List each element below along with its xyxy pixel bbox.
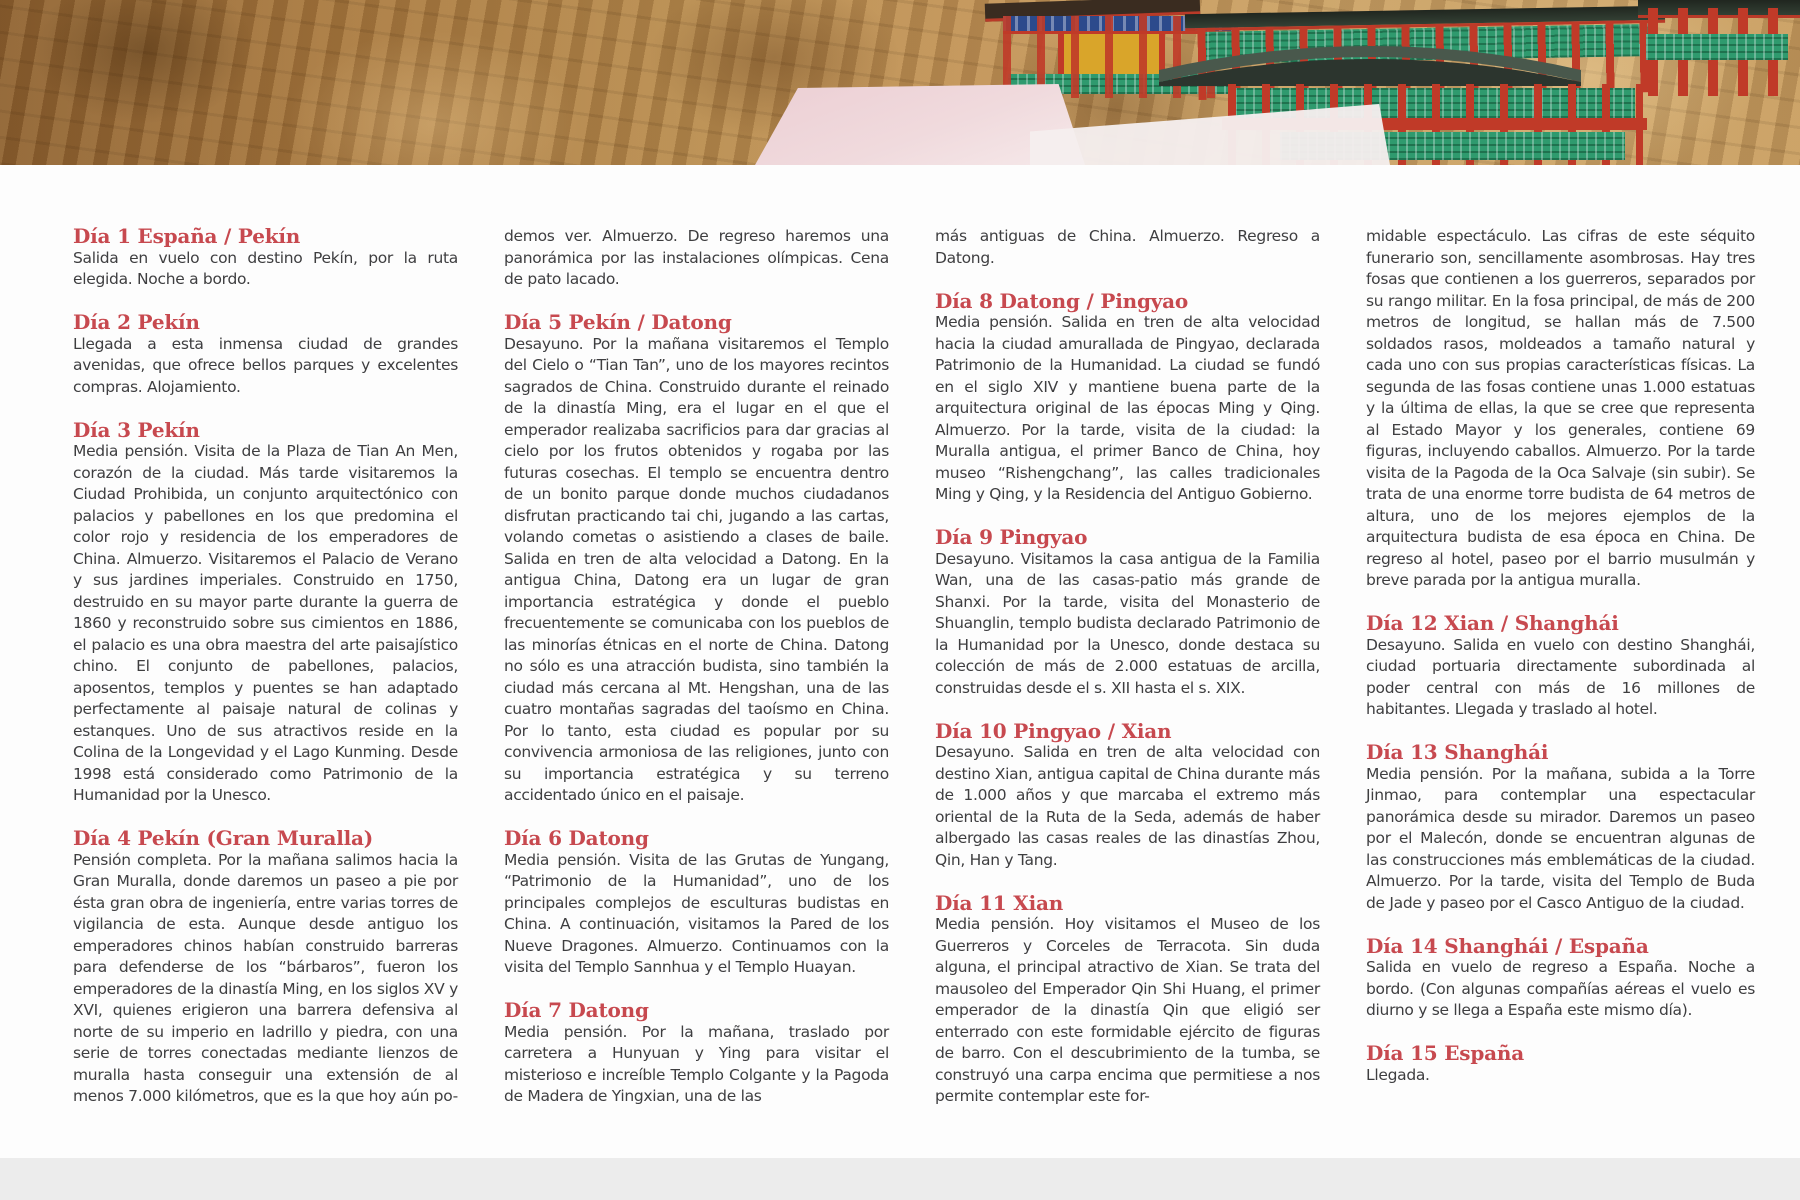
day-7-body: Media pensión. Por la mañana, traslado por carretera a Hunyuan y Ying para visitar el misterioso e increíble Templo Colgante y la Pagoda de Madera de Yingxian, una de las [504,1022,889,1105]
day-4-section [73,828,458,1108]
day-8-section [935,288,1320,506]
day-12-body: Desayuno. Salida en vuelo con destino Shanghái, ciudad portuaria directamente subordinada al poder central con más de 16 millones de habitantes. Llegada y traslado al hotel. [1366,635,1755,718]
day-7-section [504,1000,889,1108]
day-2-heading: Día 2 Pekín [73,310,200,334]
day-10-heading: Día 10 Pingyao / Xian [935,718,1172,743]
day-9-body: Desayuno. Visitamos la casa antigua de la Familia Wan, una de las casas-patio más grande de Shanxi. Por la tarde, visita del Monasterio de Shuanglin, templo budista declarado Patrimonio de la Humanidad por la Unesco, donde destaca su colección de más de 2.000 estatuas de arcilla, construidas desde el s. XII hasta el s. XIX. [935,549,1320,697]
day-9-heading: Día 9 Pingyao [935,525,1088,549]
day-11-section [935,890,1320,1108]
continuation-from-column-1: demos ver. Almuerzo. De regreso haremos una panorámica por las instalaciones olímpicas. Cena de pato lacado. [504,227,889,288]
day-5-body: Desayuno. Por la mañana visitaremos el Templo del Cielo o “Tian Tan”, uno de los mayores recintos sagrados de China. Construido durante el reinado de la dinastía Ming, era el lugar en el que el emperador realizaba sacrificios para dar gracias al cielo por los frutos obtenidos y rogaba por las futuras cosechas. El templo se encuentra dentro de un bonito parque donde muchos ciudadanos disfrutan practicando tai chi, jugando a las cartas, volando cometas o asistiendo a clases de baile. Salida en tren de alta velocidad a Datong. En la antigua China, Datong era un lugar de gran importancia estratégica y donde el pueblo frecuentemente se comunicaba con los pueblos de las minorías étnicas en el norte de China. Datong no sólo es una atracción budista, sino también la ciudad más cercana al Mt. Hengshan, una de las cuatro montañas sagradas del taoísmo en China. Por lo tanto, esta ciudad es popular por su convivencia armoniosa de las religiones, junto con su importancia estratégica y su terreno accidentado único en el paisaje. [504,334,889,804]
day-1-heading: Día 1 España / Pekín [73,224,301,248]
day-14-section [1366,933,1755,1022]
day-3-heading: Día 3 Pekín [73,417,200,442]
itinerary-column-2 [504,226,889,1108]
day-11-body: Media pensión. Hoy visitamos el Museo de los Guerreros y Corceles de Terracota. Sin duda alguna, el principal atractivo de Xian. Se trata del mausoleo del Emperador Qin Shi Huang, el primer emperador de la dinastía Qin que eligió ser enterrado con este formidable ejército de figuras de barro. Con el descubrimiento de la tumba, se construyó una carpa encima que permitiese a nos permite contemplar este for- [935,915,1320,1105]
day-1-section [73,226,458,291]
bottom-gray-band [0,1158,1800,1200]
continuation-from-column-2: más antiguas de China. Almuerzo. Regreso a Datong. [935,227,1320,267]
day-10-section [935,718,1320,872]
day-6-section [504,828,889,979]
day-9-section [935,527,1320,699]
day-11-heading: Día 11 Xian [935,890,1064,915]
day-1-body: Salida en vuelo con destino Pekín, por la ruta elegida. Noche a bordo. [73,248,458,288]
day-6-heading: Día 6 Datong [504,826,649,850]
itinerary-column-1 [73,226,458,1108]
day-12-section [1366,613,1755,721]
day-15-body: Llegada. [1366,1065,1430,1084]
day-13-heading: Día 13 Shanghái [1366,740,1549,764]
hero-photo [0,0,1800,165]
day-13-section [1366,742,1755,914]
day-6-body: Media pensión. Visita de las Grutas de Yungang, “Patrimonio de la Humanidad”, uno de los principales complejos de esculturas budistas en China. A continuación, visitamos la Pared de los Nueve Dragones. Almuerzo. Continuamos con la visita del Templo Sannhua y el Templo Huayan. [504,850,889,976]
day-3-body: Media pensión. Visita de la Plaza de Tian An Men, corazón de la ciudad. Más tarde visitaremos la Ciudad Prohibida, un conjunto arquitectónico con palacios y pabellones en los que predomina el color rojo y residencia de los emperadores de China. Almuerzo. Visitaremos el Palacio de Verano y sus jardines imperiales. Construido en 1750, destruido en su mayor parte durante la guerra de 1860 y reconstruido sobre sus cimientos en 1886, el palacio es una obra maestra del arte paisajístico chino. El conjunto de pabellones, palacios, aposentos, templos y puentes se han adaptado perfectamente al paisaje natural de colinas y estanques. Uno de sus atractivos reside en la Colina de la Longevidad y el Lago Kunming. Desde 1998 está considerado como Patrimonio de la Humanidad por la Unesco. [73,442,458,804]
day-10-body: Desayuno. Salida en tren de alta velocidad con destino Xian, antigua capital de China durante más de 1.000 años y que marcaba el extremo más oriental de la Ruta de la Seda, además de haber albergado las casas reales de las dinastías Zhou, Qin, Han y Tang. [935,743,1320,869]
day-14-body: Salida en vuelo de regreso a España. Noche a bordo. (Con algunas compañías aéreas el vuelo es diurno y se llega a España este mismo día). [1366,958,1755,1019]
day-15-heading: Día 15 España [1366,1041,1525,1065]
itinerary-column-4 [1366,226,1755,1086]
day-4-heading: Día 4 Pekín (Gran Muralla) [73,826,374,850]
right-green-lattice [1646,34,1788,60]
day-5-section [504,312,889,807]
day-13-body: Media pensión. Por la mañana, subida a la Torre Jinmao, para contemplar una espectacular panorámica desde su mirador. Daremos un paseo por el Malecón, donde se encuentran algunas de las construcciones más emblemáticas de la ciudad. Almuerzo. Por la tarde, visita del Templo de Buda de Jade y paseo por el Casco Antiguo de la ciudad. [1366,764,1755,912]
day-5-heading: Día 5 Pekín / Datong [504,310,732,334]
day-7-heading: Día 7 Datong [504,998,649,1022]
day-4-body: Pensión completa. Por la mañana salimos hacia la Gran Muralla, donde daremos un paseo a pie por ésta gran obra de ingeniería, entre varias torres de vigilancia de esta. Aunque desde antiguo los emperadores chinos habían construido barreras para defenderse de los “bárbaros”, fueron los emperadores de la dinastía Ming, en los siglos XV y XVI, quienes erigieron una barrera defensiva al norte de su imperio en ladrillo y piedra, con una serie de torres conectadas mediante lienzos de muralla hasta conseguir una extensión de al menos 7.000 kilómetros, que es la que hoy aún po- [73,850,458,1105]
day-2-body: Llegada a esta inmensa ciudad de grandes avenidas, que ofrece bellos parques y excelentes compras. Alojamiento. [73,334,458,396]
day-12-heading: Día 12 Xian / Shanghái [1366,611,1619,635]
itinerary-column-3 [935,226,1320,1108]
day-14-heading: Día 14 Shanghái / España [1366,933,1649,958]
day-8-body: Media pensión. Salida en tren de alta velocidad hacia la ciudad amurallada de Pingyao, declarada Patrimonio de la Humanidad. La ciudad se fundó en el siglo XIV y mantiene buena parte de la arquitectura original de las épocas Ming y Qing. Almuerzo. Por la tarde, visita de la ciudad: la Muralla antigua, el primer Banco de China, hoy museo “Rishengchang”, las calles tradicionales Ming y Qing, y la Residencia del Antiguo Gobierno. [935,313,1320,503]
main-pavilion-roof [1155,30,1585,86]
day-8-heading: Día 8 Datong / Pingyao [935,288,1189,313]
day-2-section [73,312,458,398]
day-15-section [1366,1043,1755,1086]
day-3-section [73,417,458,807]
continuation-from-column-3: midable espectáculo. Las cifras de este séquito funerario son, sencillamente asombrosas. Hay tres fosas que contienen a los guerreros, separados por su rango militar. En la fosa principal, de más de 200 metros de longitud, se hallan más de 7.500 soldados rasos, moldeados a tamaño natural y cada uno con sus propias características físicas. La segunda de las fosas contiene unas 1.000 estatuas y la última de ellas, la que se cree que representa al Estado Mayor y los generales, contiene 69 figuras, incluyendo caballos. Almuerzo. Por la tarde visita de la Pagoda de la Oca Salvaje (sin subir). Se trata de una enorme torre budista de 64 metros de altura, uno de los mejores ejemplos de la arquitectura budista de esa época en China. De regreso al hotel, paseo por el barrio musulmán y breve parada por la antigua muralla. [1366,227,1755,589]
